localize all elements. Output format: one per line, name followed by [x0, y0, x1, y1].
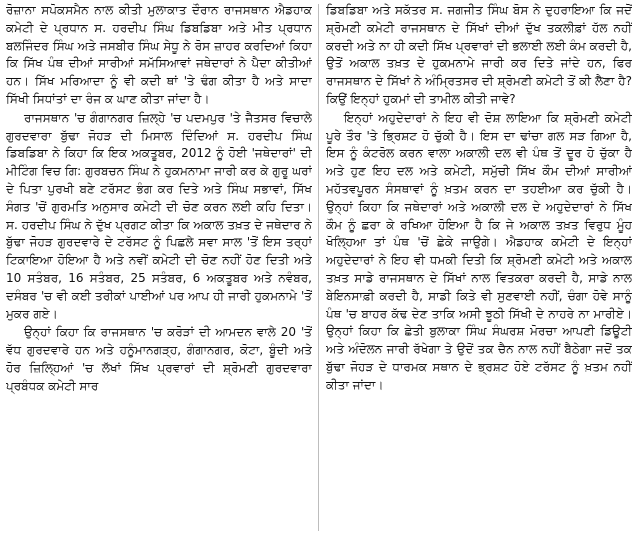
- column-divider: [318, 4, 319, 531]
- article-paragraph: ਡਿਬਡਿਬਾ ਅਤੇ ਸਕੱਤਰ ਸ. ਜਗਜੀਤ ਸਿੰਘ ਬੋਸ ਨੇ ਦੁਹਰਾਇਆ ਕਿ ਜਦੋਂ ਸ਼੍ਰੋਮਣੀ ਕਮੇਟੀ ਰਾਜਸਥਾਨ ਦੇ ਸਿੱਖਾਂ ਦੀਆਂ ਦੁੱਖ ਤਕਲੀਫ਼ਾਂ ਹੱਲ ਨਹੀਂ ਕਰਦੀ ਅਤੇ ਨਾ ਹੀ ਕਦੀ ਸਿੱਖ ਪ੍ਰਵਾਰਾਂ ਦੀ ਭਲਾਈ ਲਈ ਕੰਮ ਕਰਦੀ ਹੈ, ਉਤੋਂ ਅਕਾਲ ਤਖ਼ਤ ਦੇ ਹੁਕਮਨਾਮੇ ਜਾਰੀ ਕਰ ਦਿਤੇ ਜਾਂਦੇ ਹਨ, ਫਿਰ ਰਾਜਸਥਾਨ ਦੇ ਸਿੱਖਾਂ ਨੇ ਅੰਮ੍ਰਿਤਸਰ ਦੀ ਸ਼੍ਰੋਮਣੀ ਕਮੇਟੀ ਤੋਂ ਕੀ ਲੈਣਾ ਹੈ? ਕਿਉਂ ਇਨ੍ਹਾਂ ਹੁਕਮਾਂ ਦੀ ਤਾਮੀਲ ਕੀਤੀ ਜਾਵੇ?: [326, 3, 632, 106]
- article-paragraph: ਇਨ੍ਹਾਂ ਅਹੁਦੇਦਾਰਾਂ ਨੇ ਇਹ ਵੀ ਦੋਸ਼ ਲਾਇਆ ਕਿ ਸ਼੍ਰੋਮਣੀ ਕਮੇਟੀ ਪੂਰੇ ਤੌਰ 'ਤੇ ਭ੍ਰਿਸ਼ਟ ਹੋ ਚੁੱਕੀ ਹੈ। ਇਸ ਦਾ ਢਾਂਚਾ ਗਲ ਸੜ ਗਿਆ ਹੈ, ਇਸ ਨੂੰ ਕੰਟਰੋਲ ਕਰਨ ਵਾਲਾ ਅਕਾਲੀ ਦਲ ਵੀ ਪੰਥ ਤੋਂ ਦੂਰ ਹੋ ਚੁੱਕਾ ਹੈ ਅਤੇ ਹੁਣ ਇਹ ਦਲ ਅਤੇ ਕਮੇਟੀ, ਸਮੁੱਚੀ ਸਿੱਖ ਕੌਮ ਦੀਆਂ ਸਾਰੀਆਂ ਮਹੱਤਵਪੂਰਨ ਸੰਸਥਾਵਾਂ ਨੂੰ ਖ਼ਤਮ ਕਰਨ ਦਾ ਤਹਈਆ ਕਰ ਚੁੱਕੀ ਹੈ। ਉਨ੍ਹਾਂ ਕਿਹਾ ਕਿ ਜਥੇਦਾਰਾਂ ਅਤੇ ਅਕਾਲੀ ਦਲ ਦੇ ਅਹੁਦੇਦਾਰਾਂ ਨੇ ਸਿੱਖ ਕੌਮ ਨੂੰ ਛਰਾ ਕੇ ਰਖਿਆ ਹੋਇਆ ਹੈ ਕਿ ਜੇ ਅਕਾਲ ਤਖ਼ਤ ਵਿਰੁਧ ਮੂੰਹ ਖੋਲ੍ਹਿਆ ਤਾਂ ਪੰਥ 'ਚੋਂ ਛੇਕੇ ਜਾਉਗੇ। ਐਡਹਾਕ ਕਮੇਟੀ ਦੇ ਇਨ੍ਹਾਂ ਅਹੁਦੇਦਾਰਾਂ ਨੇ ਇਹ ਵੀ ਧਮਕੀ ਦਿਤੀ ਕਿ ਸ਼੍ਰੋਮਣੀ ਕਮੇਟੀ ਅਤੇ ਅਕਾਲ ਤਖ਼ਤ ਸਾਡੇ ਰਾਜਸਥਾਨ ਦੇ ਸਿੱਖਾਂ ਨਾਲ ਵਿਤਕਰਾ ਕਰਦੀ ਹੈ, ਸਾਡੇ ਨਾਲ ਬੇਇਨਸਾਫ਼ੀ ਕਰਦੀ ਹੈ, ਸਾਡੀ ਕਿਤੇ ਵੀ ਸੁਣਵਾਈ ਨਹੀਂ, ਚੰਗਾ ਹੋਵੇ ਸਾਨੂੰ ਪੰਥ 'ਚ ਬਾਹਰ ਕੱਢ ਦੇਣ ਤਾਕਿ ਅਸੀ ਝੂਠੀ ਸਿੱਖੀ ਦੇ ਨਾਹਰੇ ਨਾ ਮਾਰੀਏ। ਉਨ੍ਹਾਂ ਕਿਹਾ ਕਿ ਛੇਤੀ ਬੁਲਾਕਾ ਸਿੰਘ ਸੰਘਰਸ਼ ਮੋਰਚਾ ਆਪਣੀ ਡਿਊਟੀ ਅਤੇ ਅੰਦੋਲਨ ਜਾਰੀ ਰੱਖੇਗਾ ਤੇ ਉਦੋਂ ਤਕ ਚੈਨ ਨਾਲ ਨਹੀਂ ਬੈਠੇਗਾ ਜਦੋਂ ਤਕ ਬੁੱਢਾ ਜੋਹੜ ਦੇ ਧਾਰਮਕ ਸਥਾਨ ਦੇ ਭ੍ਰਸ਼ਟ ਹੋਏ ਟਰੱਸਟ ਨੂੰ ਖ਼ਤਮ ਨਹੀਂ ਕੀਤਾ ਜਾਂਦਾ।: [326, 110, 632, 392]
- article-column-right: [326, 2, 632, 533]
- article-paragraph: ਉਨ੍ਹਾਂ ਕਿਹਾ ਕਿ ਰਾਜਸਥਾਨ 'ਚ ਕਰੋੜਾਂ ਦੀ ਆਮਦਨ ਵਾਲੇ 20 'ਤੋਂ ਵੱਧ ਗੁਰਦਵਾਰੇ ਹਨ ਅਤੇ ਹਨੂੰਮਾਨਗੜ੍ਹ, ਗੰਗਾਨਗਰ, ਕੋਟਾ, ਬੂੰਦੀ ਅਤੇ ਹੋਰ ਜ਼ਿਲ੍ਹਿਆਂ 'ਚ ਲੱਖਾਂ ਸਿੱਖ ਪ੍ਰਵਾਰਾਂ ਦੀ ਸ਼੍ਰੋਮਣੀ ਗੁਰਦਵਾਰਾ ਪ੍ਰਬੰਧਕ ਕਮੇਟੀ ਸਾਰ: [6, 325, 312, 393]
- article-paragraph: ਰੋਜ਼ਾਨਾ ਸਪੋਕਸਮੈਨ ਨਾਲ ਕੀਤੀ ਮੁਲਾਕਾਤ ਦੌਰਾਨ ਰਾਜਸਥਾਨ ਐਡਹਾਕ ਕਮੇਟੀ ਦੇ ਪ੍ਰਧਾਨ ਸ. ਹਰਦੀਪ ਸਿੰਘ ਡਿਬਡਿਬਾ ਅਤੇ ਮੀਤ ਪ੍ਰਧਾਨ ਬਲਜਿੰਦਰ ਸਿੰਘ ਅਤੇ ਜਸਬੀਰ ਸਿੰਘ ਸੇਧੂ ਨੇ ਰੋਸ ਜ਼ਾਹਰ ਕਰਦਿਆਂ ਕਿਹਾ ਕਿ ਸਿੱਖ ਪੰਥ ਦੀਆਂ ਸਾਰੀਆਂ ਸਮੱਸਿਆਵਾਂ ਜਥੇਦਾਰਾਂ ਨੇ ਪੈਦਾ ਕੀਤੀਆਂ ਹਨ। ਸਿੱਖ ਮਰਿਆਦਾ ਨੂੰ ਵੀ ਕਦੀ ਥਾਂ 'ਤੇ ਢੰਗ ਕੀਤਾ ਹੈ ਅਤੇ ਸਾਦਾ ਸਿੱਖੀ ਸਿਧਾਂਤਾਂ ਦਾ ਰੰਜ ਕ ਘਾਣ ਕੀਤਾ ਜਾਂਦਾ ਹੈ।: [6, 3, 312, 106]
- article-paragraph: ਰਾਜਸਥਾਨ 'ਚ ਗੰਗਾਨਗਰ ਜ਼ਿਲ੍ਹੇ 'ਚ ਪਦਮਪੁਰ 'ਤੇ ਜੈਤਸਰ ਵਿਚਾਲੇ ਗੁਰਦਵਾਰਾ ਬੁੱਢਾ ਜੋਹੜ ਦੀ ਮਿਸਾਲ ਦਿੰਦਿਆਂ ਸ. ਹਰਦੀਪ ਸਿੰਘ ਡਿਬਡਿਬਾ ਨੇ ਕਿਹਾ ਕਿ ਇਕ ਅਕਤੂਬਰ, 2012 ਨੂੰ ਹੋਈ 'ਜਥੇਦਾਰਾਂ' ਦੀ ਮੀਟਿੰਗ ਵਿਚ ਗਿ: ਗੁਰਬਚਨ ਸਿੰਘ ਨੇ ਹੁਕਮਨਾਮਾ ਜਾਰੀ ਕਰ ਕੇ ਗੁਰੂ ਘਰਾਂ ਦੇ ਪਿਤਾ ਪੁਰਖੀ ਬਣੇ ਟਰੱਸਟ ਭੰਗ ਕਰ ਦਿਤੇ ਅਤੇ ਸਿੰਘ ਸਭਾਵਾਂ, ਸਿੱਖ ਸੰਗਤ 'ਚੋਂ ਗੁਰਮਤਿ ਅਨੁਸਾਰ ਕਮੇਟੀ ਦੀ ਚੋਣ ਕਰਨ ਲਈ ਕਹਿ ਦਿਤਾ। ਸ. ਹਰਦੀਪ ਸਿੰਘ ਨੇ ਦੁੱਖ ਪ੍ਰਗਟ ਕੀਤਾ ਕਿ ਅਕਾਲ ਤਖ਼ਤ ਦੇ ਜਥੇਦਾਰ ਨੇ ਬੁੱਢਾ ਜੋਹੜ ਗੁਰਦਵਾਰੇ ਦੇ ਟਰੱਸਟ ਨੂੰ ਪਿਛਲੇ ਸਵਾ ਸਾਲ 'ਤੋਂ ਇਸ ਤਰ੍ਹਾਂ ਟਿਕਾਇਆ ਹੋਇਆ ਹੈ ਅਤੇ ਨਵੀਂ ਕਮੇਟੀ ਦੀ ਚੋਣ ਨਹੀਂ ਹੋਣ ਦਿਤੀ ਅਤੇ 10 ਸਤੰਬਰ, 16 ਸਤੰਬਰ, 25 ਸਤੰਬਰ, 6 ਅਕਤੂਬਰ ਅਤੇ ਨਵੰਬਰ, ਦਸੰਬਰ 'ਚ ਵੀ ਕਈ ਤਰੀਕਾਂ ਪਾਈਆਂ ਪਰ ਆਪ ਹੀ ਜਾਰੀ ਹੁਕਮਨਾਮੇ 'ਤੋਂ ਮੁਕਰ ਗਏ।: [6, 110, 312, 321]
- article-column-left: [6, 2, 312, 533]
